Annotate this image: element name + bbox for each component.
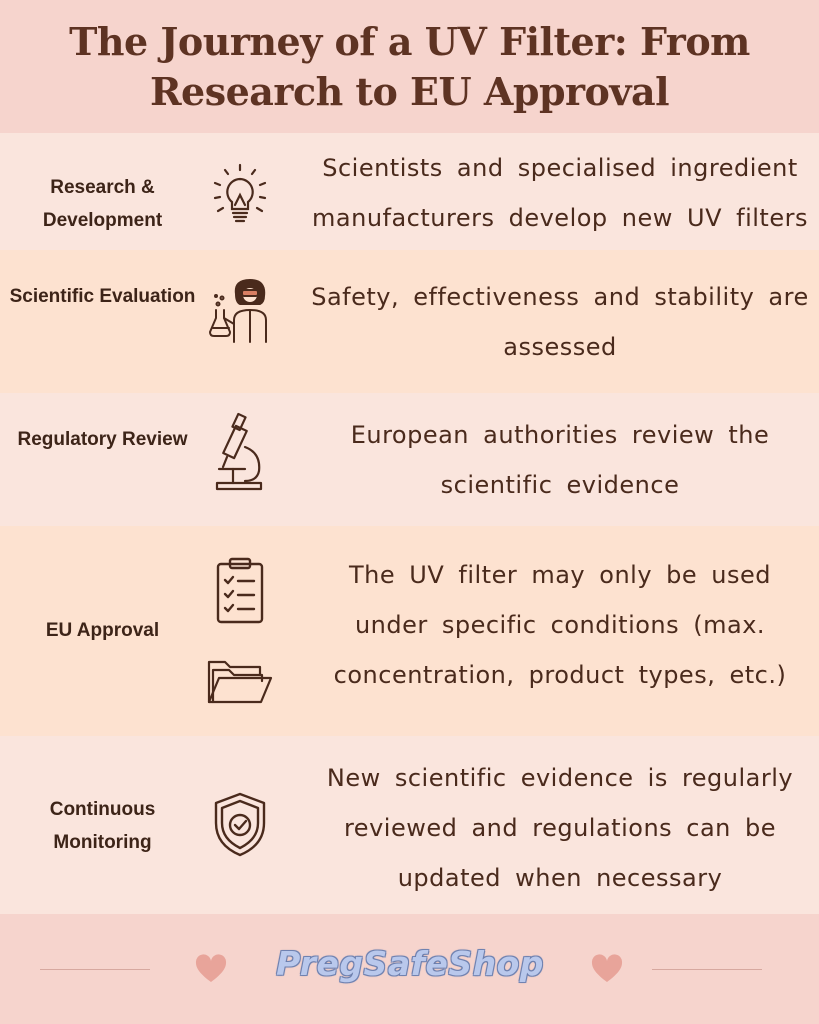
heart-icon	[590, 954, 624, 989]
step-label: Regulatory Review	[17, 429, 188, 450]
brand-logo: PregSafeShop	[276, 944, 544, 983]
step-label: Scientific Evaluation	[9, 286, 196, 307]
heart-icon	[194, 954, 228, 989]
step-description: European authorities review the scientific evidence	[350, 421, 770, 499]
page-title: The Journey of a UV Filter: From Research to EU Approval	[69, 18, 750, 114]
step-regulatory-review	[0, 393, 819, 526]
divider-line	[40, 969, 150, 970]
microscope-icon	[195, 411, 285, 493]
step-label: Continuous Monitoring	[49, 799, 156, 853]
step-label: EU Approval	[45, 620, 160, 641]
step-description: The UV filter may only be used under specific conditions (max. concentration, product types, etc.)	[333, 561, 787, 689]
step-research	[0, 133, 819, 250]
step-description: Safety, effectiveness and stability are assessed	[311, 283, 809, 361]
shield-check-icon	[195, 790, 285, 860]
step-label: Research & Development	[42, 177, 163, 231]
lightbulb-icon	[195, 161, 285, 231]
step-evaluation	[0, 250, 819, 393]
step-description: New scientific evidence is regularly reviewed and regulations can be updated when necessary	[326, 764, 794, 892]
step-monitoring	[0, 736, 819, 914]
clipboard-icon	[195, 556, 285, 626]
folder-icon	[195, 654, 285, 708]
scientist-icon	[195, 274, 285, 346]
step-eu-approval	[0, 526, 819, 736]
divider-line	[652, 969, 762, 970]
header	[0, 0, 819, 133]
step-description: Scientists and specialised ingredient manufacturers develop new UV filters	[312, 154, 808, 232]
footer	[0, 914, 819, 1024]
